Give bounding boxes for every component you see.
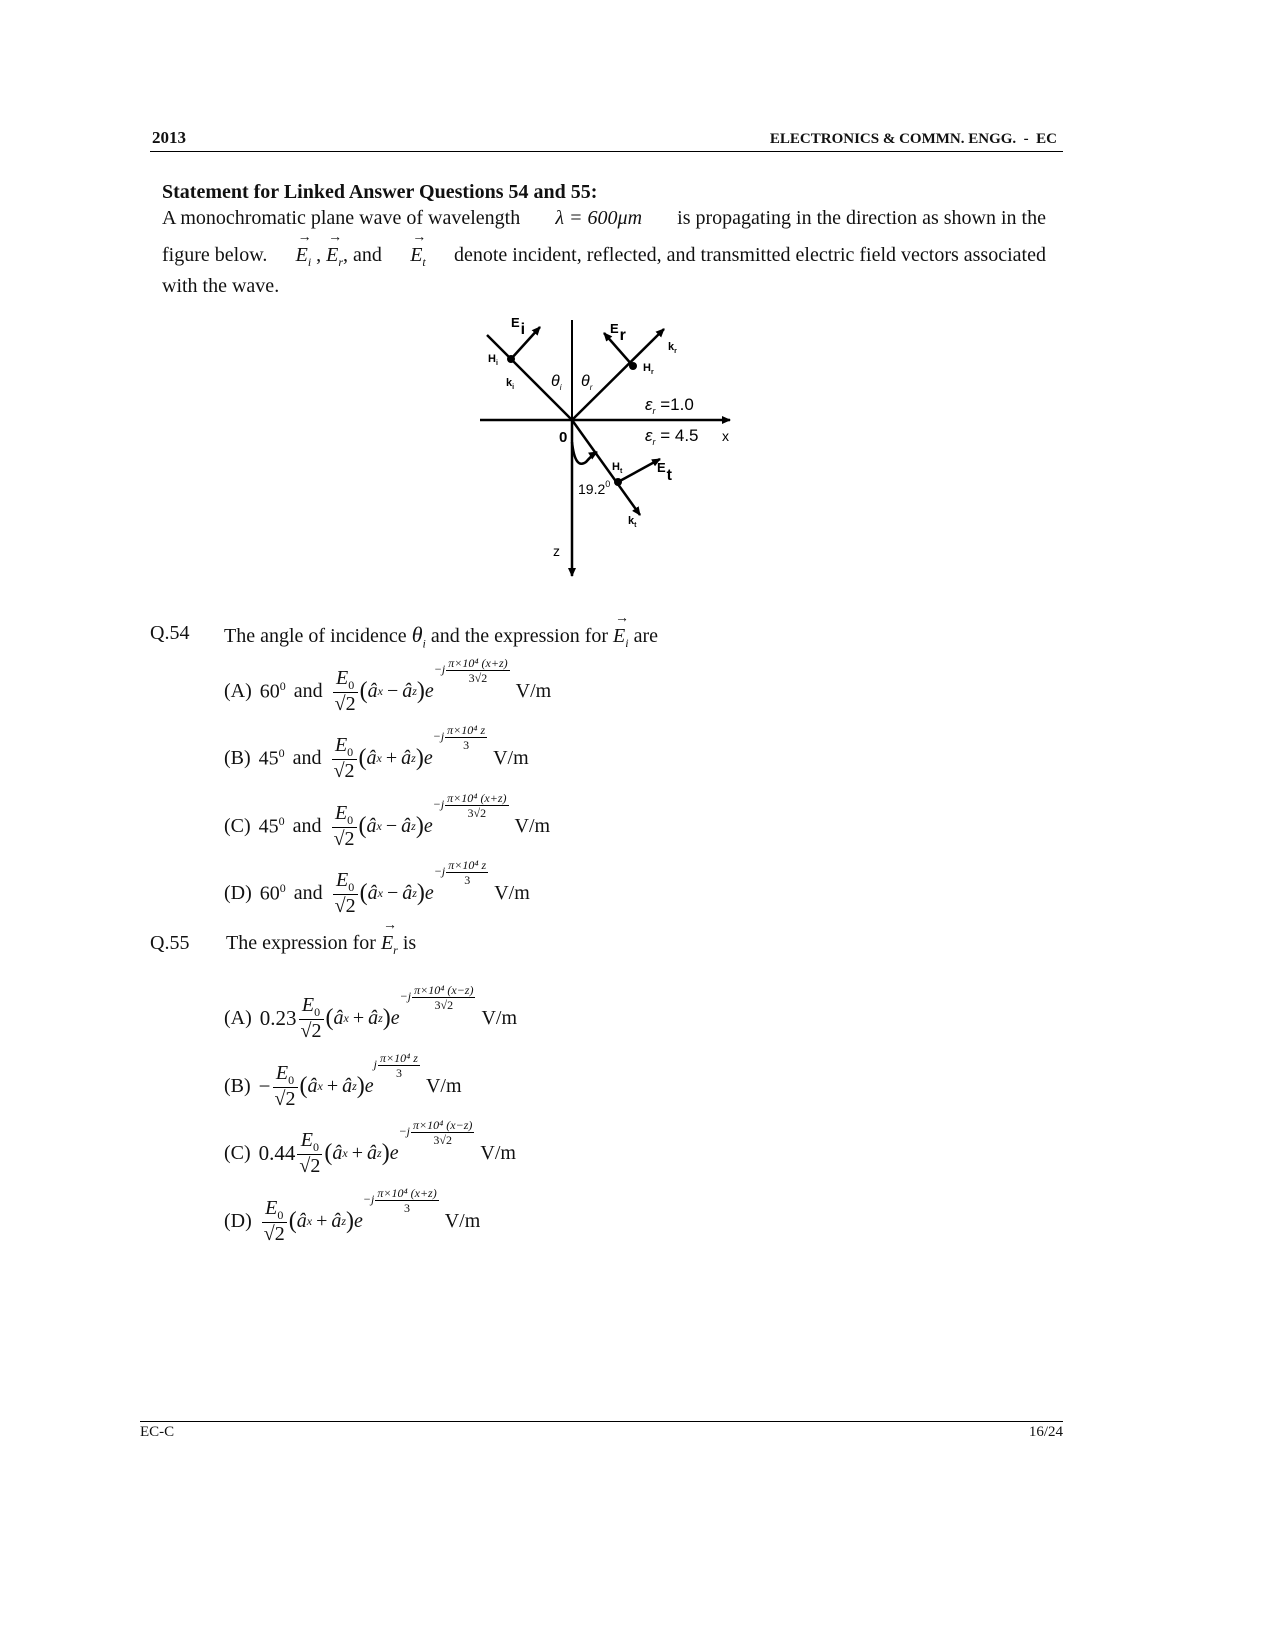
- label-eps2: $\varepsilon_r = 4.5$: [645, 426, 699, 447]
- statement-text-2a: figure below.: [162, 244, 268, 266]
- footer-rule: [140, 1421, 1063, 1422]
- e0-over-sqrt2: $\frac{E_0}{√2}$: [300, 994, 322, 1042]
- exponent: π×10⁴ z 3: [447, 723, 486, 753]
- Er-arrow: [604, 333, 633, 366]
- header-year: 2013: [152, 128, 186, 147]
- q54-option-a[interactable]: (A) $60^0$ and $\frac{E_0}{√2}$ ( â x − â z ) e −j π×10⁴ (x+z) 3√2 V/m: [224, 656, 552, 715]
- exponent: π×10⁴ (x+z) 3√2: [447, 791, 507, 821]
- label-Hr: $H_r$: [643, 362, 654, 376]
- label-Ei: Ei: [511, 315, 526, 338]
- e0-over-sqrt2: $\frac{E_0}{√2}$: [333, 734, 355, 782]
- q55-option-b[interactable]: (B) − $\frac{E_0}{√2}$ ( â x + â z ) e j π×10⁴ z 3 V/m: [224, 1051, 462, 1110]
- q55-option-d[interactable]: (D) $\frac{E_0}{√2}$ ( â x + â z ) e −j π×10⁴ (x+z) 3 V/m: [224, 1186, 481, 1245]
- option-angle: $45^0$: [258, 745, 285, 770]
- footer-left: EC-C: [140, 1424, 175, 1440]
- exponent: π×10⁴ (x+z) 3: [377, 1186, 437, 1216]
- option-label: (C): [224, 1141, 251, 1164]
- e0-over-sqrt2: $\frac{E_0}{√2}$: [299, 1129, 321, 1177]
- label-ki: $k_i$: [506, 377, 515, 391]
- label-kr: $k_r$: [668, 341, 677, 355]
- vector-Et: → E: [410, 245, 422, 265]
- wave-diagram: [470, 305, 750, 585]
- footer-page-number: 16/24: [1028, 1424, 1063, 1440]
- exponent: π×10⁴ (x+z) 3√2: [448, 656, 508, 686]
- e0-over-sqrt2: $\frac{E_0}{√2}$: [274, 1062, 296, 1110]
- label-Et: Et: [657, 460, 672, 484]
- e0-over-sqrt2: $\frac{E_0}{√2}$: [334, 869, 356, 917]
- lambda-value: λ = 600μm: [555, 207, 643, 229]
- q55-text: The expression for → $E_r$ is: [226, 932, 416, 958]
- label-theta-r: $\theta_r$: [581, 373, 593, 392]
- statement-text-1a: A monochromatic plane wave of wavelength: [162, 207, 521, 229]
- label-Er: Er: [610, 321, 626, 344]
- q54-option-d[interactable]: (D) $60^0$ and $\frac{E_0}{√2}$ ( â x − â z ) e −j π×10⁴ z 3 V/m: [224, 858, 530, 917]
- transmitted-ray: [572, 420, 640, 515]
- Ei-arrow: [511, 327, 540, 359]
- e0-over-sqrt2: $\frac{E_0}{√2}$: [334, 667, 356, 715]
- label-kt: $k_t$: [628, 515, 637, 529]
- exponent: π×10⁴ z 3: [380, 1051, 418, 1081]
- option-label: (A): [224, 679, 252, 702]
- option-angle: $60^0$: [259, 880, 286, 905]
- vector-Er: → E: [326, 245, 338, 265]
- label-z-axis: z: [553, 543, 560, 559]
- q55-option-a[interactable]: (A) 0.23 $\frac{E_0}{√2}$ ( â x + â z ) e −j π×10⁴ (x−z) 3√2 V/m: [224, 983, 518, 1042]
- option-label: (B): [224, 1074, 251, 1097]
- label-origin: 0: [559, 429, 568, 446]
- q55-option-c[interactable]: (C) 0.44 $\frac{E_0}{√2}$ ( â x + â z ) e −j π×10⁴ (x−z) 3√2 V/m: [224, 1118, 516, 1177]
- statement-text-1b: is propagating in the direction as shown in the: [677, 207, 1046, 229]
- label-Ht: $H_t$: [612, 461, 623, 475]
- option-label: (D): [224, 881, 252, 904]
- option-coefficient: −: [258, 1073, 271, 1098]
- Et-arrow: [618, 459, 660, 482]
- statement-line-3: with the wave.: [162, 275, 280, 297]
- q54-option-b[interactable]: (B) $45^0$ and $\frac{E_0}{√2}$ ( â x + â z ) e −j π×10⁴ z 3 V/m: [224, 723, 529, 782]
- option-angle: $45^0$: [258, 813, 285, 838]
- vector-Ei: → E: [296, 245, 308, 265]
- option-label: (B): [224, 746, 251, 769]
- statement-line-1: [162, 208, 1046, 228]
- e0-over-sqrt2: $\frac{E_0}{√2}$: [333, 802, 355, 850]
- statement-text-2b: denote incident, reflected, and transmitted electric field vectors associated: [454, 244, 1046, 266]
- option-coefficient: 0.44: [258, 1140, 296, 1165]
- label-eps1: $\varepsilon_r =1.0$: [645, 395, 694, 416]
- label-angle: 19.2$^0$: [578, 479, 611, 497]
- q55-number: Q.55: [150, 932, 190, 954]
- statement-heading: Statement for Linked Answer Questions 54 and 55:: [162, 181, 598, 203]
- q54-number: Q.54: [150, 622, 190, 644]
- header-rule: [150, 151, 1063, 152]
- header-title: ELECTRONICS & COMMN. ENGG. - EC: [769, 131, 1057, 147]
- option-angle: $60^0$: [259, 678, 286, 703]
- exponent: π×10⁴ (x−z) 3√2: [414, 983, 474, 1013]
- option-label: (A): [224, 1006, 252, 1029]
- e0-over-sqrt2: $\frac{E_0}{√2}$: [263, 1197, 285, 1245]
- q54-option-c[interactable]: (C) $45^0$ and $\frac{E_0}{√2}$ ( â x − â z ) e −j π×10⁴ (x+z) 3√2 V/m: [224, 791, 551, 850]
- statement-line-2: figure below. → $E_i$ , → $E_r$, and → $E_t$ denote incident, reflected, and transmitted electric field vectors associated: [162, 245, 1046, 268]
- option-label: (C): [224, 814, 251, 837]
- q54-text: The angle of incidence $\theta_i$ and the expression for → $E_i$ are: [224, 622, 658, 651]
- transmission-angle-arc: [572, 442, 597, 464]
- label-x-axis: x: [722, 428, 729, 444]
- option-coefficient: 0.23: [259, 1005, 297, 1030]
- label-Hi: $H_i$: [488, 353, 498, 367]
- option-label: (D): [224, 1209, 252, 1232]
- label-theta-i: $\theta_i$: [551, 373, 562, 392]
- exponent: π×10⁴ (x−z) 3√2: [413, 1118, 473, 1148]
- exponent: π×10⁴ z 3: [448, 858, 487, 888]
